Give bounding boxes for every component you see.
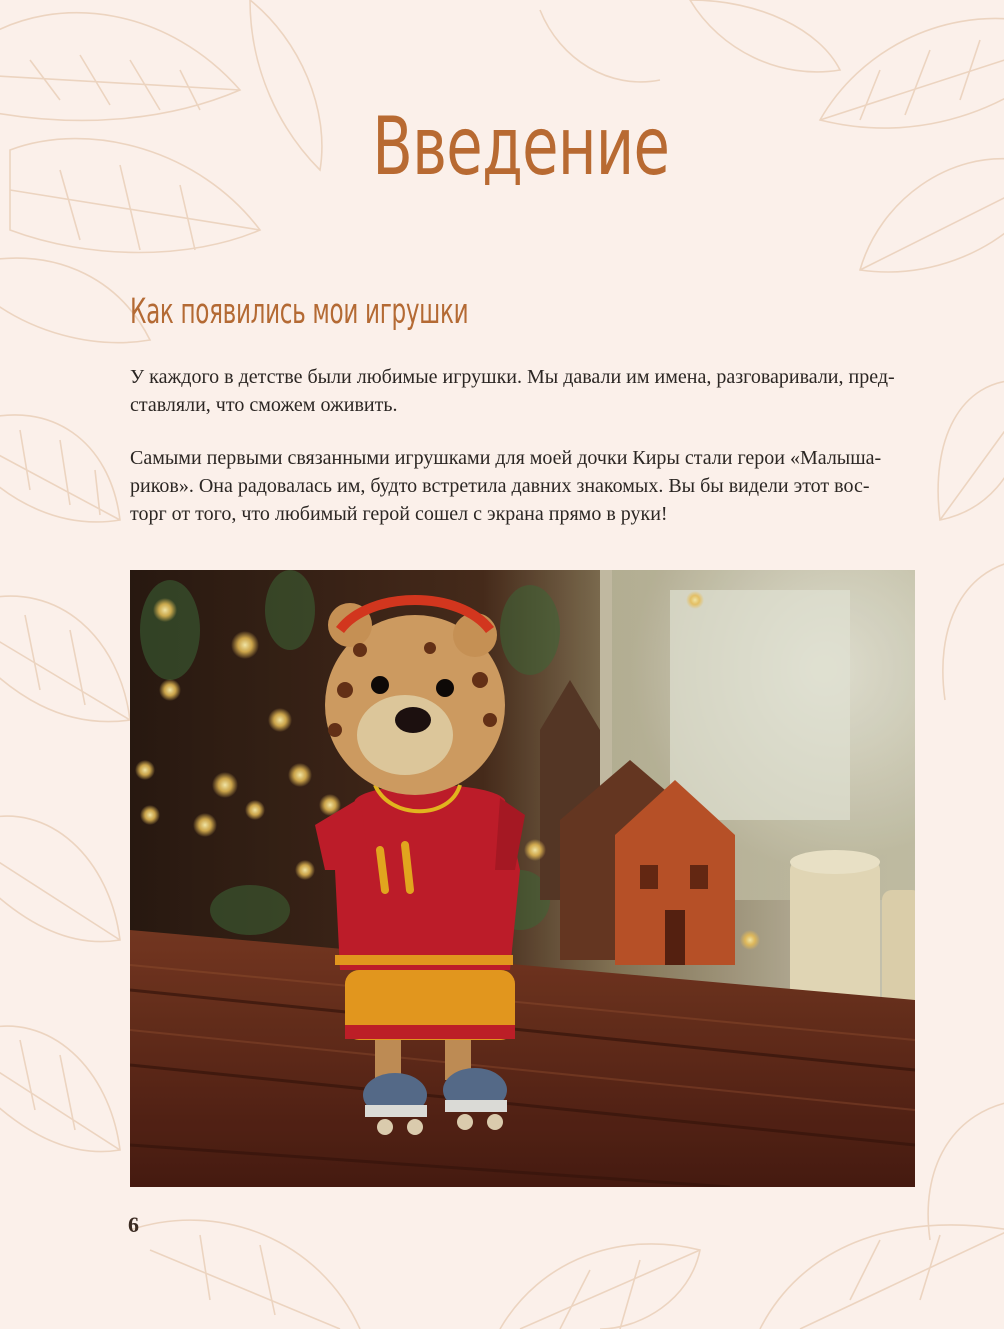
intro-paragraph [130, 363, 920, 419]
paragraph-line: риков». Она радовалась им, будто встретила давних знакомых. Вы бы видели этот вос- [130, 475, 870, 497]
section-heading: Как появились мои игрушки [130, 292, 469, 332]
paragraph-line: Самыми первыми связанными игрушками для моей дочки Киры стали герои «Малыша- [130, 447, 882, 469]
page-title: Введение [372, 100, 670, 193]
paragraph-line: ставляли, что сможем оживить. [130, 394, 398, 416]
paragraph-line: торг от того, что любимый герой сошел с экрана прямо в руки! [130, 503, 668, 525]
paragraph-line: У каждого в детстве были любимые игрушки. Мы давали им имена, разговаривали, пред- [130, 366, 895, 388]
story-paragraph [130, 444, 920, 528]
crochet-leopard-photo [130, 570, 915, 1187]
page-number: 6 [128, 1212, 139, 1237]
